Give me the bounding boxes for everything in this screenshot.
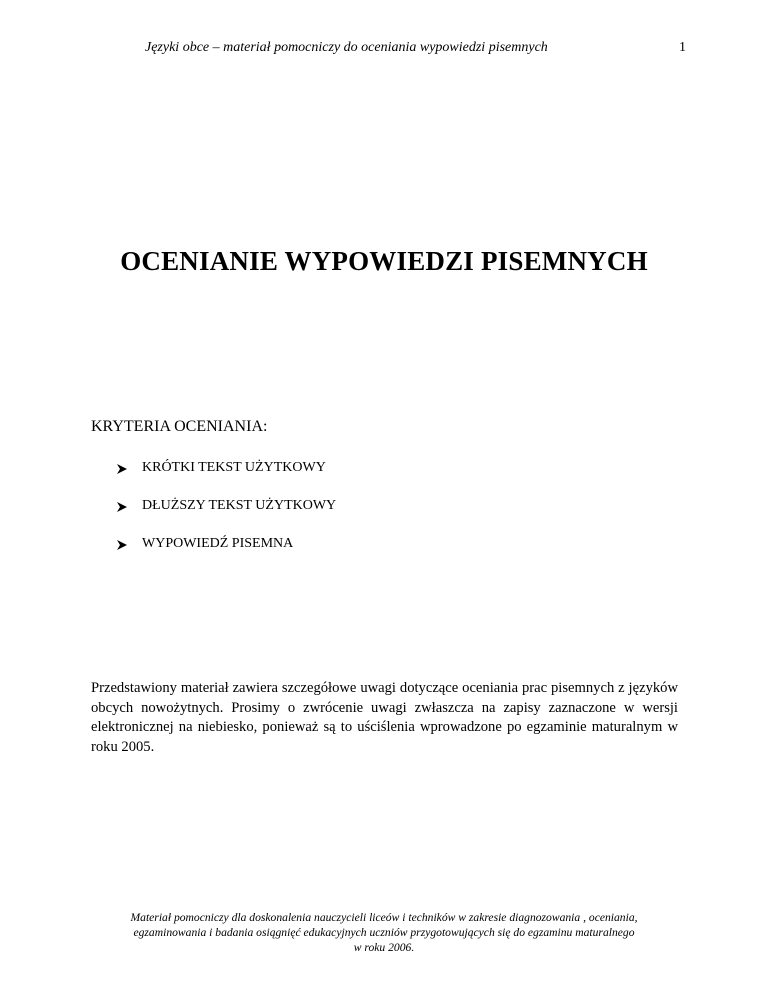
criteria-item-long-text xyxy=(116,498,336,536)
arrow-bullet-icon xyxy=(116,501,128,513)
criteria-list xyxy=(116,460,336,574)
criteria-item-label: DŁUŻSZY TEKST UŻYTKOWY xyxy=(142,498,337,513)
footer-line: egzaminowania i badania osiągnięć edukacyjnych uczniów przygotowujących się do egzaminu maturalnego xyxy=(133,926,635,939)
criteria-item-short-text xyxy=(116,460,336,498)
footer-line: w roku 2006. xyxy=(353,941,415,954)
page-header xyxy=(0,40,768,60)
page-number: 1 xyxy=(679,40,686,55)
page-title: OCENIANIE WYPOWIEDZI PISEMNYCH xyxy=(120,246,648,276)
header-title: Języki obce – materiał pomocniczy do oceniania wypowiedzi pisemnych xyxy=(145,40,548,55)
criteria-item-written-statement xyxy=(116,536,336,574)
arrow-bullet-icon xyxy=(116,463,128,475)
criteria-item-label: WYPOWIEDŹ PISEMNA xyxy=(142,536,294,551)
criteria-heading: KRYTERIA OCENIANIA: xyxy=(91,418,268,435)
arrow-bullet-icon xyxy=(116,539,128,551)
criteria-item-label: KRÓTKI TEKST UŻYTKOWY xyxy=(142,460,326,475)
page-footer xyxy=(0,910,768,955)
footer-line: Materiał pomocniczy dla doskonalenia nauczycieli liceów i techników w zakresie diagnozowania , oceniania, xyxy=(130,911,638,924)
intro-paragraph: Przedstawiony materiał zawiera szczegółowe uwagi dotyczące oceniania prac pisemnych z języków obcych nowożytnych. Prosimy o zwrócenie uwagi zwłaszcza na zapisy zaznaczone w wersji elektronicznej na niebiesko, ponieważ są to uściślenia wprowadzone po egzaminie maturalnym w roku 2005. xyxy=(91,680,678,755)
